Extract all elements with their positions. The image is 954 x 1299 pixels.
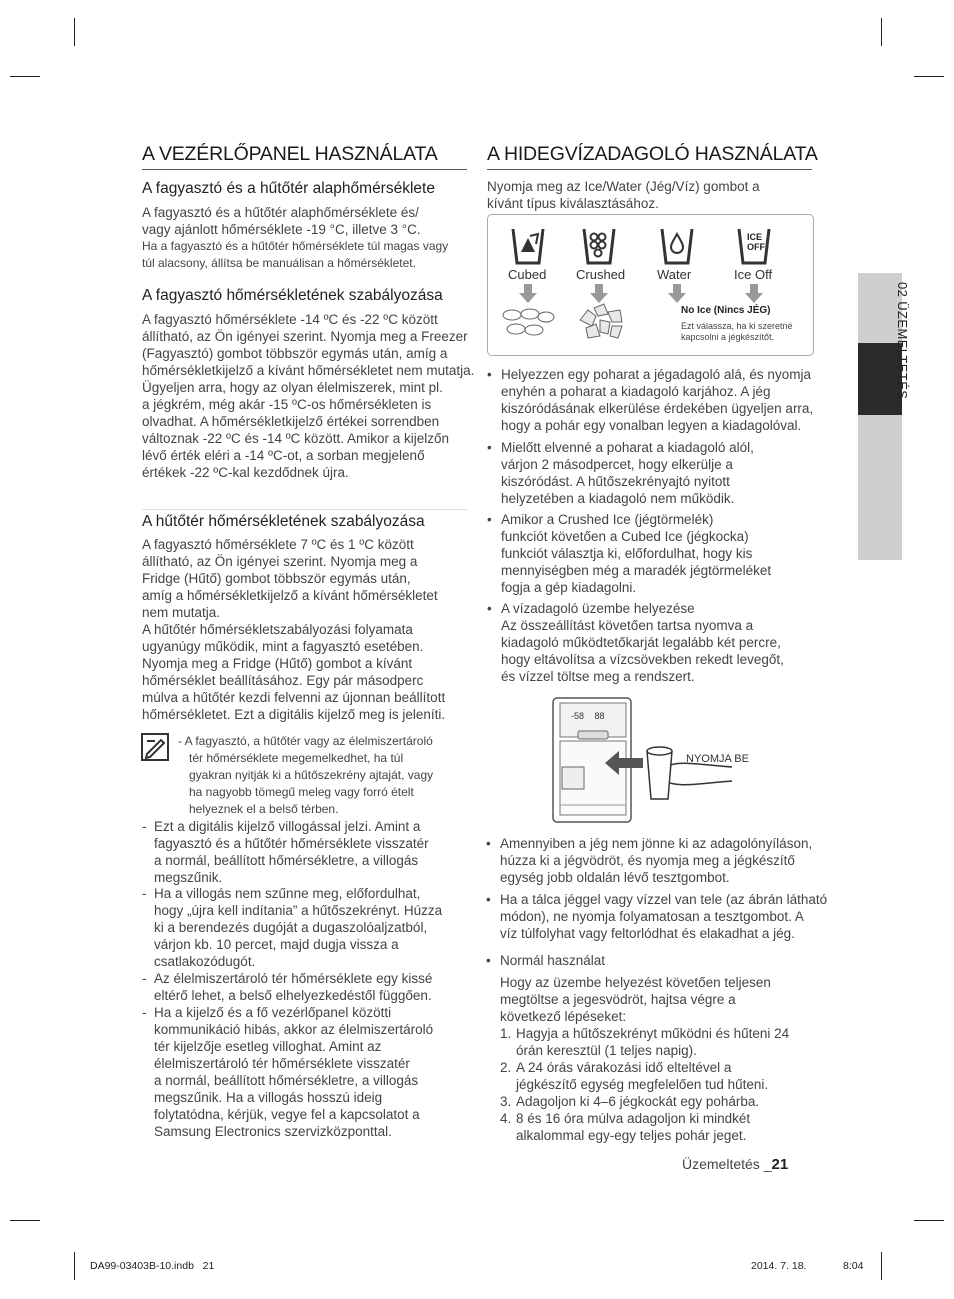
step-item: 3. Adagoljon ki 4–6 jégkockát egy pohárba. [500,1094,760,1109]
display-digit: -58 [571,711,585,721]
text-line: OFF [747,242,765,252]
section-divider [142,509,467,510]
note-text [178,733,433,818]
print-time: 8:04 [843,1260,864,1272]
bullet-item: • Normál használat [486,953,606,968]
text-line: Hagyja a hűtőszekrényt működni és hűteni 24 [516,1026,790,1041]
print-date: 2014. 7. 18. [751,1260,807,1272]
crushed-cup-icon [581,226,617,271]
text-line: A fagyasztó hőmérséklete -14 ºC és -22 ºC között [142,312,438,327]
text-line: kommunikáció hibás, akkor az élelmiszertároló [154,1022,434,1037]
bullet-item: • Helyezzen egy poharat a jégadagoló alá, és nyomja enyhén a poharat a kiadagoló karjához. A jég kiszóródásának elkerülése érdekében ügyeljen arra, hogy a pohár egy vonalban legyen a kiadagolóval. [487,367,814,433]
text-line: ICE [747,232,763,242]
text-line: Az élelmiszertároló tér hőmérséklete egy kissé [154,971,433,986]
text-line: csatlakozódugót. [154,954,256,969]
section-heading: A fagyasztó és a hűtőtér alaphőmérséklete [142,180,435,197]
no-ice-text [681,321,793,343]
text-line: megszűnik. [154,870,223,885]
text-line: víz túlfolyhat vagy feltorlódhat és elakadhat a jég. [500,926,795,941]
text-line: fagyasztó és a hűtőtér hőmérséklete visszatér [154,836,429,851]
text-line: funkciót követően a Cubed Ice (jégkocka) [501,529,749,544]
note-item: - Ha a villogás nem szűnne meg, előfordulhat, hogy „újra kell indítania” a hűtőszekrényt. Húzza ki a berendezés dugóját a dugaszolóaljzatból, várjon kb. 10 percet, majd dugja vissza a csatlakozódugót. [142,886,443,969]
text-line: Nyomja meg az Ice/Water (Jég/Víz) gombot a [487,179,760,194]
section-tab-label: 02 ÜZEMELTETÉS [895,282,910,400]
text-line: A fagyasztó és a hűtőtér alaphőmérséklete és/ [142,205,419,220]
text-line: a normál, beállított hőmérsékletre, a villogás [154,853,419,868]
text-line: módon), ne nyomja folyamatosan a tesztgombot. A [500,909,804,924]
text-line: tér kijelzője esetleg villoghat. Amint az [154,1039,382,1054]
text-line: órán keresztül (1 teljes napig). [516,1043,697,1058]
section-heading: A hűtőtér hőmérsékletének szabályozása [142,513,425,530]
text-line: Nyomja meg a Fridge (Hűtő) gombot a kívánt [142,656,413,671]
text-line: húzza ki a jégvödröt, és nyomja meg a jégkészítő [500,853,795,868]
text-line: egység jobb oldalán lévő tesztgombot. [500,870,730,885]
page-label: Üzemeltetés _ [682,1156,772,1172]
text-line: enyhén a poharat a kiadagoló karjához. A jég [501,384,771,399]
text-line: A fagyasztó hőmérséklete 7 ºC és 1 ºC között [142,537,414,552]
text-line: kiszóródást. A hűtőszekrényajtó nyitott [501,474,730,489]
cubed-cup-icon [510,226,546,271]
text-line: várjon kb. 10 percet, majd dugja vissza a [154,937,399,952]
text-line: Ha a villogás nem szűnne meg, előfordulhat, [154,886,421,901]
text-line: élelmiszertároló tér hőmérséklete visszatér [154,1056,410,1071]
note-item: - Ha a kijelző és a fő vezérlőpanel közötti kommunikáció hibás, akkor az élelmiszertároló tér kijelzője esetleg villoghat. Amint az élelmiszertároló tér hőmérséklete visszatér a normál, beállított hőmérsékletre, a villogás megszűnik. Ha a villogás hosszú ideig folytatódna, kérjük, vegye fel a kapcsolatot a Samsung Electronics szervizközponttal. [142,1005,434,1139]
water-cup-icon [659,226,695,271]
text-line: tér hőmérséklete megemelkedhet, ha túl [189,751,404,765]
bullet-item: • A vízadagoló üzembe helyezése Az összeállítást követően tartsa nyomva a kiadagoló működtetőkarját legalább két percre, hogy eltávolítsa a vízcsövekben rekedt levegőt, és vízzel töltse meg a rendszert. [487,601,784,684]
text-line: Amikor a Crushed Ice (jégtörmelék) [501,512,714,527]
text-line: amíg a hőmérsékletkijelző a kívánt hőmérsékletet [142,588,438,603]
text-line: lévő érték eléri a -14 ºC-ot, a sorban megjelenő [142,448,425,463]
text-line: fogja a gép kiadagolni. [501,580,637,595]
text-line: Amennyiben a jég nem jönne ki az adagolónyíláson, [500,836,813,851]
right-title: A HIDEGVÍZADAGOLÓ HASZNÁLATA [487,143,818,165]
display-readout [571,711,605,721]
text-line: helyeznek el a belső térben. [189,802,339,816]
text-line: kapcsolni a jégkészítőt. [681,332,775,342]
no-ice-title: No Ice (Nincs JÉG) [681,305,771,316]
crop-mark [74,1252,75,1280]
text-line: Hogy az üzembe helyezést követően teljesen [500,975,771,990]
cup-label-cubed: Cubed [508,267,547,282]
s1-text [142,204,448,272]
step-item: 2. A 24 órás várakozási idő elteltével a jégkészítő egység megfelelően tud hűteni. [500,1060,769,1092]
text-line: Ezt válassza, ha ki szeretné [681,321,793,331]
text-line: helyzetében a kiadagoló nem működik. [501,491,735,506]
crop-mark [881,1252,882,1280]
display-digit: 88 [594,711,605,721]
text-line: ki a berendezés dugóját a dugaszolóaljzatból, [154,920,428,935]
text-line: A hűtőtér hőmérsékletszabályozási folyamata [142,622,413,637]
text-line: túl alacsony, állítsa be manuálisan a hőmérsékletet. [142,256,416,270]
text-line: állítható, az Ön igényei szerint. Nyomja meg a [142,554,418,569]
text-line: Ha a kijelző és a fő vezérlőpanel közötti [154,1005,392,1020]
text-line: a jégkrém, még akár -15 ºC-os hőmérsékleten is [142,397,432,412]
text-line: Adagoljon ki 4–6 jégkockát egy pohárba. [516,1094,760,1109]
text-line: kívánt típus kiválasztásához. [487,196,659,211]
ice-off-cup-icon [736,226,772,266]
text-line: következő lépéseket: [500,1009,627,1024]
text-line: Ha a fagyasztó és a hűtőtér hőmérséklete túl magas vagy [142,239,449,253]
text-line: hőmérsékletkijelző a kívánt hőmérsékletet nem mutatja. [142,363,475,378]
text-line: hogy a pohár egy vonalban legyen a kiadagolóval. [501,418,802,433]
crop-mark [10,76,40,77]
text-line: Mielőtt elvenné a poharat a kiadagoló alól, [501,440,754,455]
intro-text [487,178,760,212]
crop-mark [10,1220,40,1221]
text-line: kiszóródásának elkerülése érdekében ügyeljen arra, [501,401,814,416]
text-line: és vízzel töltse meg a rendszert. [501,669,695,684]
print-file-info: DA99-03403B-10.indb 21 [90,1260,215,1272]
text-line: hogy „újra kell indítania” a hűtőszekrényt. Húzza [154,903,443,918]
text-line: Normál használat [500,953,606,968]
crop-mark [914,1220,944,1221]
text-line: értékek -22 ºC-kal kezdődnek újra. [142,465,349,480]
cup-label-water: Water [657,267,692,282]
text-line: Ügyeljen arra, hogy az olyan élelmiszerek, mint pl. [142,380,443,395]
crushed-ice-icon [576,302,628,347]
text-line: ugyanúgy működik, mint a fagyasztó esetében. [142,639,424,654]
text-line: megtöltse a jegesvödröt, hajtsa végre a [500,992,736,1007]
text-line: Fridge (Hűtő) gombot többször egymás után, [142,571,411,586]
bullet-item: • Mielőtt elvenné a poharat a kiadagoló alól, várjon 2 másodpercet, hogy elkerülje a kiszóródást. A hűtőszekrényajtó nyitott helyzetében a kiadagoló nem működik. [487,440,754,506]
text-line: Samsung Electronics szervizközponttal. [154,1124,392,1139]
text-line: Ha a tálca jéggel vagy vízzel van tele (az ábrán látható [500,892,828,907]
text-line: jégkészítő egység megfelelően tud hűteni. [516,1077,769,1092]
text-line: - A fagyasztó, a hűtőtér vagy az élelmiszertároló [178,734,433,748]
left-title-rule [142,169,467,170]
press-label: NYOMJA BE [686,753,749,765]
text-line: funkciót választja ki, előfordulhat, hogy kis [501,546,753,561]
text-line: folytatódna, kérjük, vegye fel a kapcsolatot a [154,1107,420,1122]
text-line: (Fagyasztó) gombot többször egymás után, amíg a [142,346,448,361]
text-line: olvadhat. A hőmérsékletkijelző értékei sorrendben [142,414,440,429]
section-heading: A fagyasztó hőmérsékletének szabályozása [142,287,443,304]
text-line: vagy ajánlott hőmérséklete -19 °C, illetve 3 °C. [142,222,421,237]
text-line: változnak -22 ºC és -14 ºC között. Amikor a kijelzőn [142,431,449,446]
right-title-rule [487,169,812,170]
text-line: ha nagyobb tömegű meleg vagy forró ételt [189,785,414,799]
note-icon [141,733,169,761]
ice-off-icon-text [747,232,765,252]
text-line: állítható, az Ön igényei szerint. Nyomja meg a Freezer [142,329,468,344]
normal-use-text [500,974,771,1025]
text-line: nem mutatja. [142,605,221,620]
s3-text [142,536,445,723]
text-line: hogy eltávolítsa a vízcsövekben rekedt levegőt, [501,652,784,667]
ice-cubes-icon [500,305,556,346]
crop-mark [74,18,75,46]
bullet-item: • Amennyiben a jég nem jönne ki az adagolónyíláson, húzza ki a jégvödröt, és nyomja meg a jégkészítő egység jobb oldalán lévő tesztgombot. [486,836,813,885]
note-item: - Ezt a digitális kijelző villogással jelzi. Amint a fagyasztó és a hűtőtér hőmérséklete visszatér a normál, beállított hőmérsékletre, a villogás megszűnik. [142,819,429,885]
text-line: Az összeállítást követően tartsa nyomva a [501,618,754,633]
left-title: A VEZÉRLŐPANEL HASZNÁLATA [142,143,438,165]
cup-label-ice-off: Ice Off [734,267,773,282]
text-line: a normál, beállított hőmérsékletre, a villogás [154,1073,419,1088]
text-line: A 24 órás várakozási idő elteltével a [516,1060,732,1075]
cup-label-crushed: Crushed [576,267,626,282]
step-item: 1. Hagyja a hűtőszekrényt működni és hűteni 24 órán keresztül (1 teljes napig). [500,1026,790,1058]
text-line: Ezt a digitális kijelző villogással jelzi. Amint a [154,819,421,834]
s2-text [142,311,474,481]
text-line: 8 és 16 óra múlva adagoljon ki mindkét [516,1111,751,1126]
note-item: - Az élelmiszertároló tér hőmérséklete egy kissé eltérő lehet, a belső elhelyezkedéstől függően. [142,971,433,1003]
step-item: 4. 8 és 16 óra múlva adagoljon ki mindkét alkalommal egy-egy teljes pohár jeget. [500,1111,751,1143]
page-number: 21 [771,1156,789,1173]
page-footer [682,1156,788,1173]
text-line: Helyezzen egy poharat a jégadagoló alá, és nyomja [501,367,811,382]
text-line: megszűnik. Ha a villogás hosszú ideig [154,1090,383,1105]
bullet-item: • Ha a tálca jéggel vagy vízzel van tele (az ábrán látható módon), ne nyomja folyamatosan a tesztgombot. A víz túlfolyhat vagy feltorlódhat és elakadhat a jég. [486,892,828,941]
text-line: mennyiségben még a maradék jégtörmeléket [501,563,772,578]
text-line: eltérő lehet, a belső elhelyezkedéstől függően. [154,988,432,1003]
crop-mark [914,76,944,77]
text-line: kiadagoló működtetőkarját legalább két percre, [501,635,781,650]
text-line: várjon 2 másodpercet, hogy elkerülje a [501,457,733,472]
text-line: hőmérséklet beállításához. Egy pár másodperc [142,673,424,688]
text-line: gyakran nyitják ki a hűtőszekrény ajtaját, vagy [189,768,434,782]
left-arrow-icon [605,751,643,780]
text-line: alkalommal egy-egy teljes pohár jeget. [516,1128,747,1143]
bullet-item: • Amikor a Crushed Ice (jégtörmelék) funkciót követően a Cubed Ice (jégkocka) funkciót választja ki, előfordulhat, hogy kis mennyiségben még a maradék jégtörmeléket fogja a gép kiadagolni. [487,512,772,595]
text-line: A vízadagoló üzembe helyezése [501,601,695,616]
crop-mark [881,18,882,46]
text-line: hőmérsékletet. Ezt a digitális kijelző meg is jeleníti. [142,707,446,722]
text-line: múlva a hűtőtér kezdi felvenni az újonnan beállított [142,690,446,705]
